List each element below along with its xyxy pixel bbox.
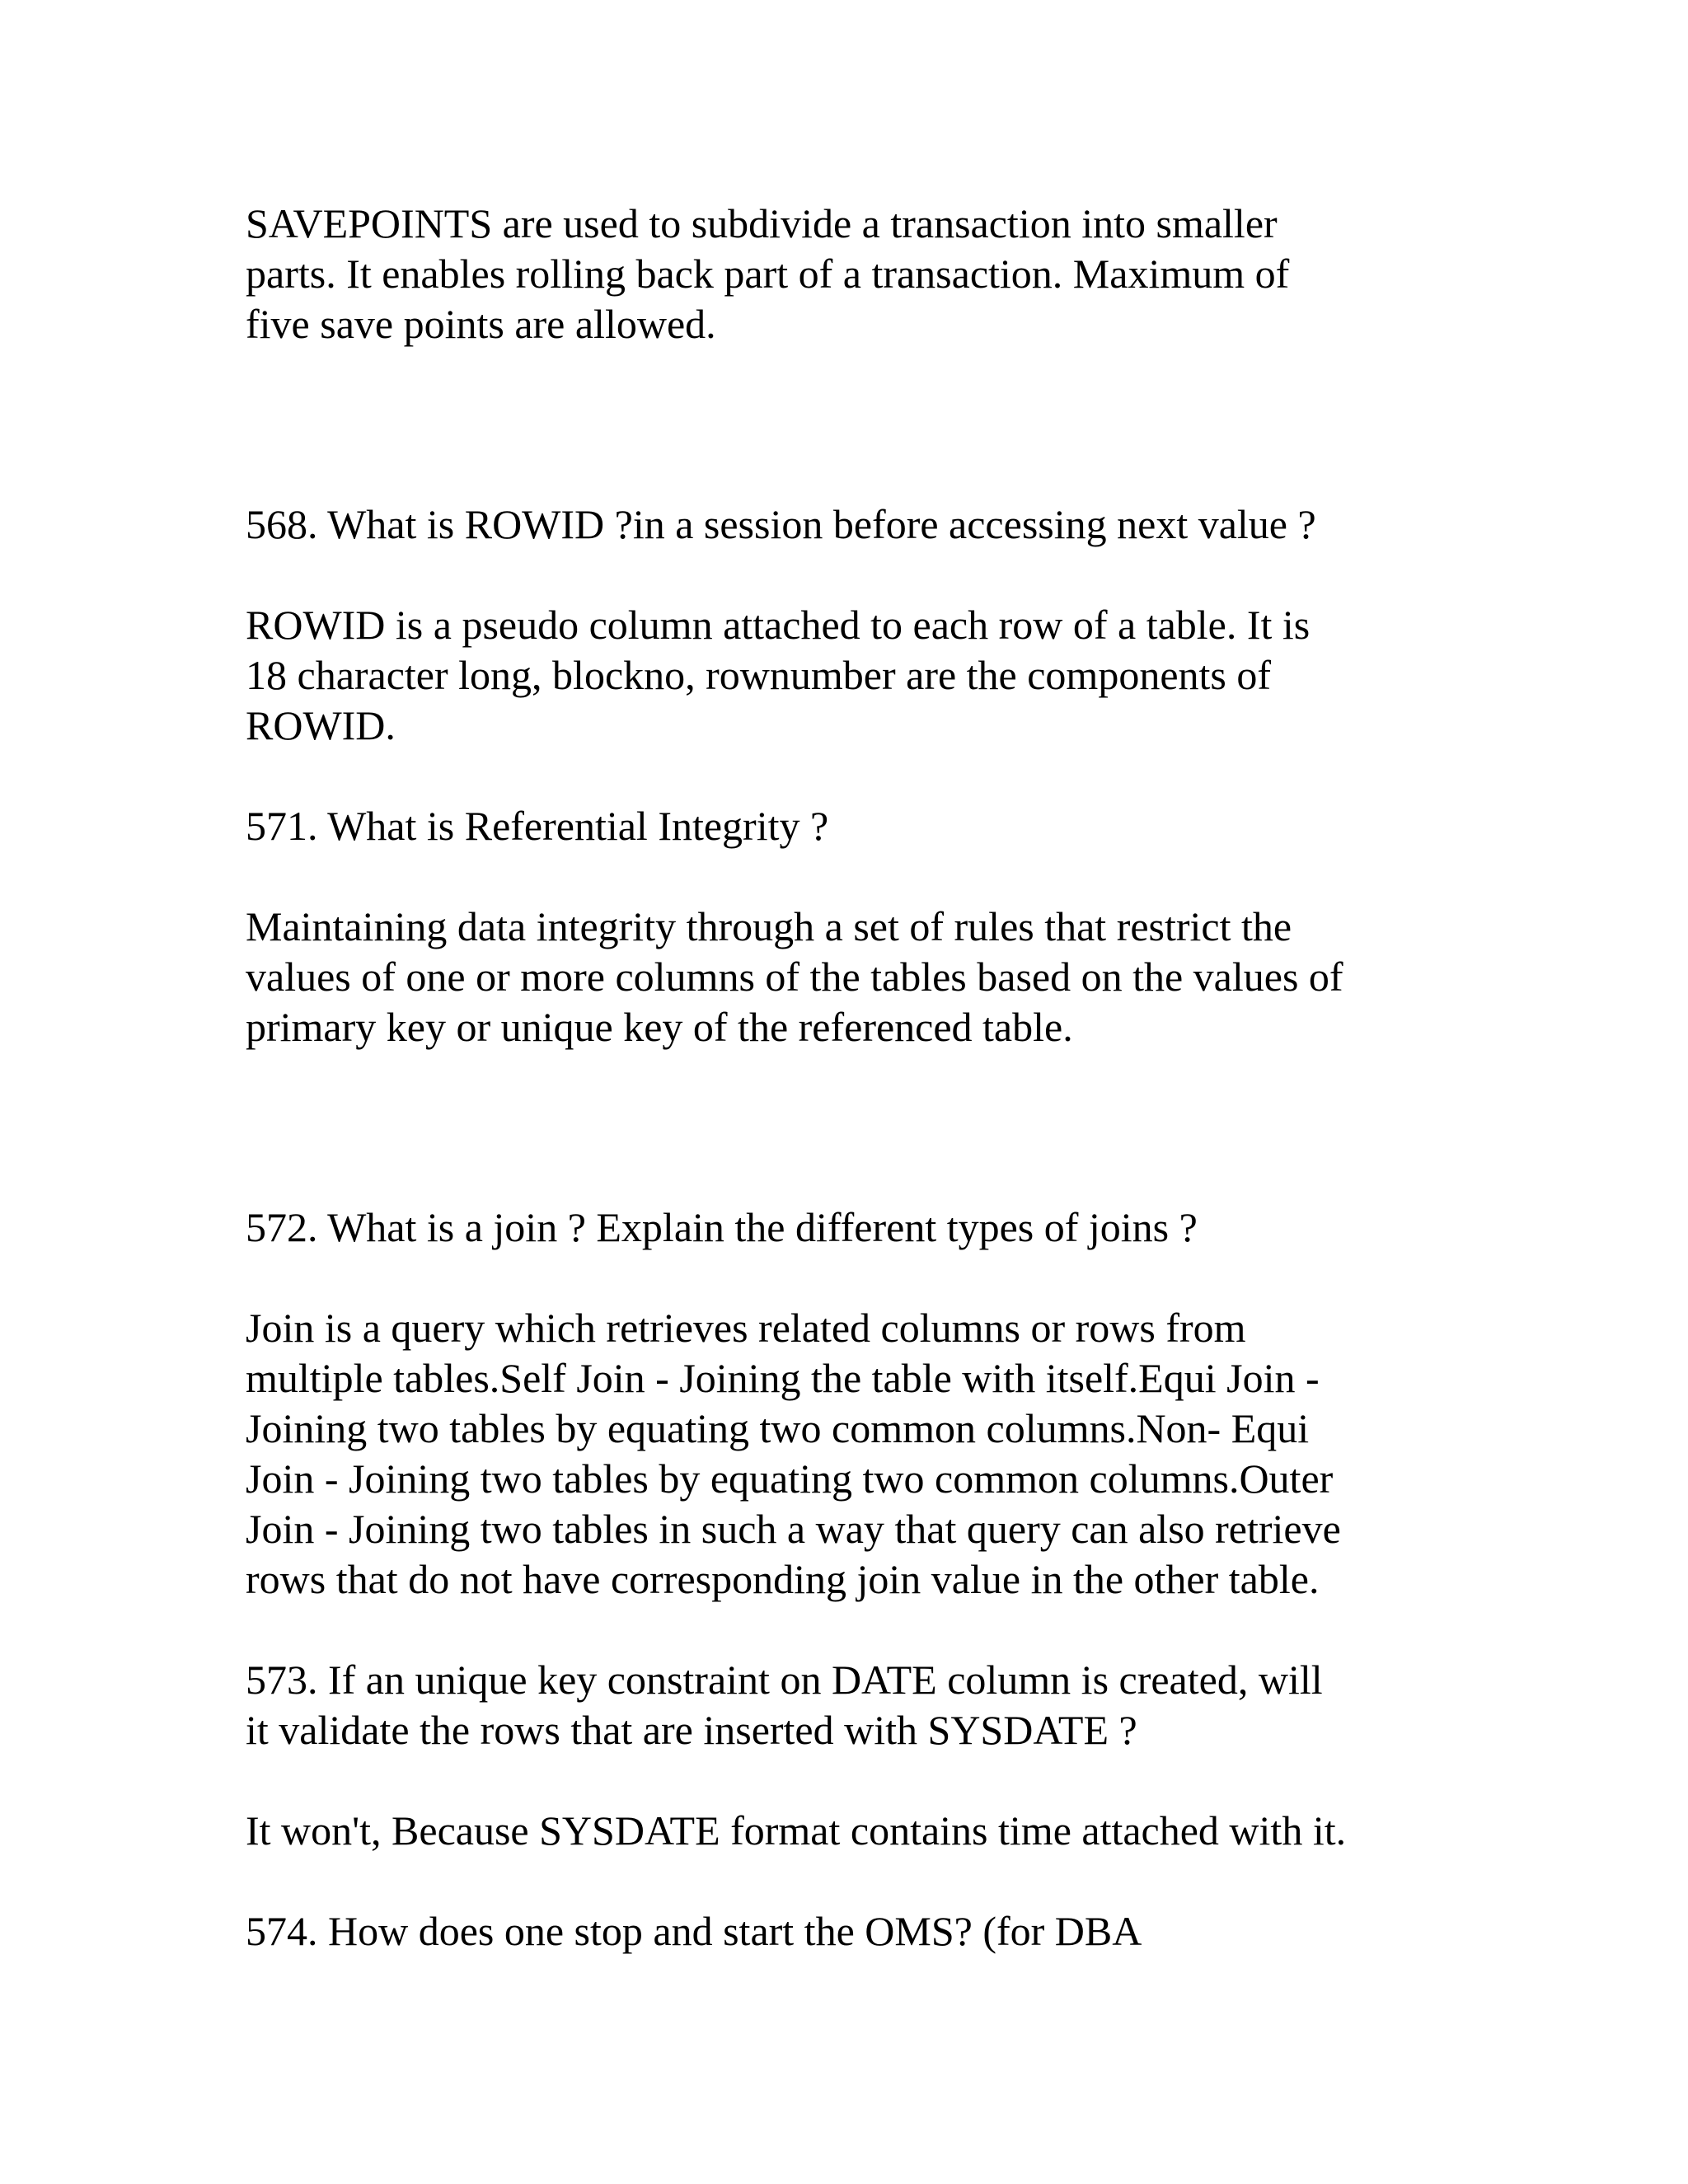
question-line: 568. What is ROWID ?in a session before accessing next value ? bbox=[246, 501, 1316, 547]
paragraph-line: parts. It enables rolling back part of a transaction. Maximum of bbox=[246, 251, 1290, 297]
question-574 bbox=[246, 1906, 1474, 1957]
answer-573 bbox=[246, 1806, 1474, 1856]
question-571 bbox=[246, 801, 1474, 851]
paragraph-line: SAVEPOINTS are used to subdivide a transaction into smaller bbox=[246, 200, 1278, 246]
question-568 bbox=[246, 499, 1474, 550]
paragraph-line: primary key or unique key of the referenced table. bbox=[246, 1004, 1073, 1050]
paragraph-line: Join - Joining two tables by equating two common columns.Outer bbox=[246, 1455, 1334, 1502]
answer-571 bbox=[246, 902, 1474, 1052]
question-line: 573. If an unique key constraint on DATE column is created, will bbox=[246, 1657, 1323, 1703]
paragraph-line: It won't, Because SYSDATE format contains time attached with it. bbox=[246, 1807, 1347, 1854]
answer-568 bbox=[246, 600, 1474, 751]
paragraph-line: Joining two tables by equating two common columns.Non- Equi bbox=[246, 1405, 1310, 1451]
paragraph-line: five save points are allowed. bbox=[246, 301, 716, 347]
question-line: it validate the rows that are inserted with SYSDATE ? bbox=[246, 1707, 1137, 1753]
question-573 bbox=[246, 1655, 1474, 1755]
answer-572 bbox=[246, 1303, 1474, 1605]
question-line: 574. How does one stop and start the OMS? (for DBA bbox=[246, 1908, 1142, 1954]
paragraph-line: Maintaining data integrity through a set of rules that restrict the bbox=[246, 903, 1292, 949]
savepoints-answer bbox=[246, 199, 1474, 349]
paragraph-line: 18 character long, blockno, rownumber are the components of bbox=[246, 652, 1272, 698]
question-line: 572. What is a join ? Explain the different types of joins ? bbox=[246, 1204, 1198, 1250]
paragraph-line: values of one or more columns of the tables based on the values of bbox=[246, 954, 1343, 1000]
paragraph-line: rows that do not have corresponding join value in the other table. bbox=[246, 1556, 1320, 1602]
paragraph-line: multiple tables.Self Join - Joining the table with itself.Equi Join - bbox=[246, 1355, 1320, 1401]
paragraph-line: Join - Joining two tables in such a way that query can also retrieve bbox=[246, 1506, 1341, 1552]
question-572 bbox=[246, 1202, 1474, 1253]
paragraph-line: Join is a query which retrieves related columns or rows from bbox=[246, 1305, 1246, 1351]
paragraph-line: ROWID is a pseudo column attached to each row of a table. It is bbox=[246, 602, 1311, 648]
paragraph-line: ROWID. bbox=[246, 702, 396, 748]
question-line: 571. What is Referential Integrity ? bbox=[246, 803, 829, 849]
